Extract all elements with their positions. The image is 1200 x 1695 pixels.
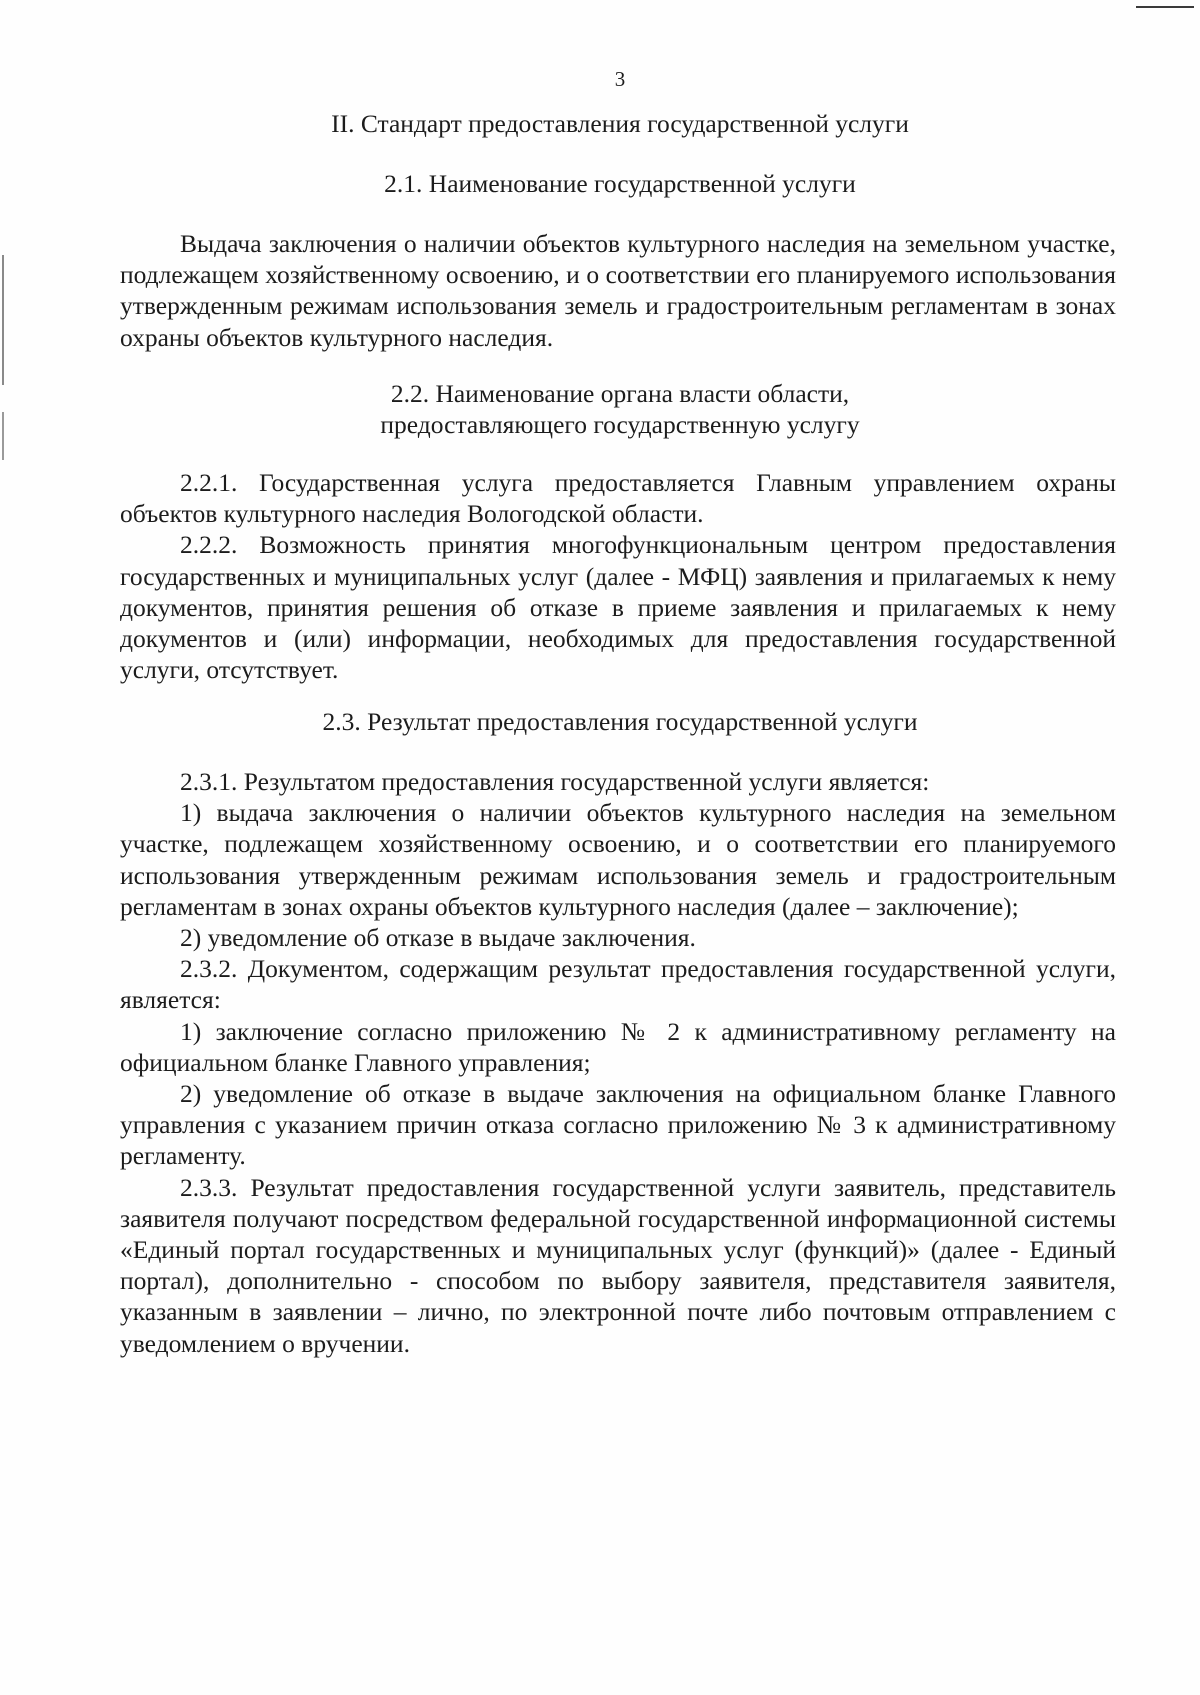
subsection-body-2-3 (120, 766, 1116, 1359)
paragraph: 2.3.1. Результатом предоставления государственной услуги является: (180, 767, 930, 796)
paragraph: Выдача заключения о наличии объектов культурного наследия на земельном участке, подлежащем хозяйственному освоению, и о соответствии его планируемого использования утвержденным режимам использования земель и градостроительным регламентам в зонах охраны объектов культурного наследия. (120, 229, 1116, 352)
scan-artifact (2, 412, 4, 460)
paragraph: 2.2.2. Возможность принятия многофункциональным центром предоставления государственных и муниципальных услуг (далее - МФЦ) заявления и прилагаемых к нему документов, принятия решения об отказе в приеме заявления и прилагаемых к нему документов и (или) информации, необходимых для предоставления государственной услуги, отсутствует. (120, 530, 1116, 685)
page-number: 3 (614, 67, 626, 91)
paragraph: 2) уведомление об отказе в выдаче заключения. (180, 923, 696, 953)
scan-artifact (1136, 6, 1194, 8)
subsection-title-2-3: 2.3. Результат предоставления государственной услуги (322, 707, 918, 736)
subsection-title-2-1: 2.1. Наименование государственной услуги (384, 169, 856, 198)
paragraph: 2.3.2. Документом, содержащим результат предоставления государственной услуги, является: (120, 954, 1116, 1015)
paragraph: 1) заключение согласно приложению № 2 к административному регламенту на официальном бланке Главного управления; (120, 1016, 1116, 1077)
scan-artifact (2, 255, 4, 385)
paragraph: 2.2.1. Государственная услуга предоставляется Главным управлением охраны объектов культурного наследия Вологодской области. (120, 468, 1116, 529)
paragraph: 1) выдача заключения о наличии объектов культурного наследия на земельном участке, подлежащем хозяйственному освоению, и о соответствии его планируемого использования утвержденным режимам использования земель и градостроительным регламентам в зонах охраны объектов культурного наследия (далее – заключение); (120, 798, 1116, 921)
subsection-title-2-2 (120, 378, 1120, 440)
subsection-title-line: 2.2. Наименование органа власти области, (390, 379, 850, 408)
subsection-title-line: предоставляющего государственную услугу (380, 410, 860, 440)
subsection-body-2-2 (120, 467, 1116, 685)
paragraph: 2) уведомление об отказе в выдаче заключения на официальном бланке Главного управления с указанием причин отказа согласно приложению № 3 к административному регламенту. (120, 1079, 1116, 1171)
subsection-body-2-1 (120, 228, 1116, 353)
paragraph: 2.3.3. Результат предоставления государственной услуги заявитель, представитель заявителя получают посредством федеральной государственной информационной системы «Единый портал государственных и муниципальных услуг (функций)» (далее - Единый портал), дополнительно - способом по выбору заявителя, представителя заявителя, указанным в заявлении – лично, по электронной почте либо почтовым отправлением с уведомлением о вручении. (120, 1172, 1116, 1358)
section-title: II. Стандарт предоставления государственной услуги (331, 109, 909, 138)
